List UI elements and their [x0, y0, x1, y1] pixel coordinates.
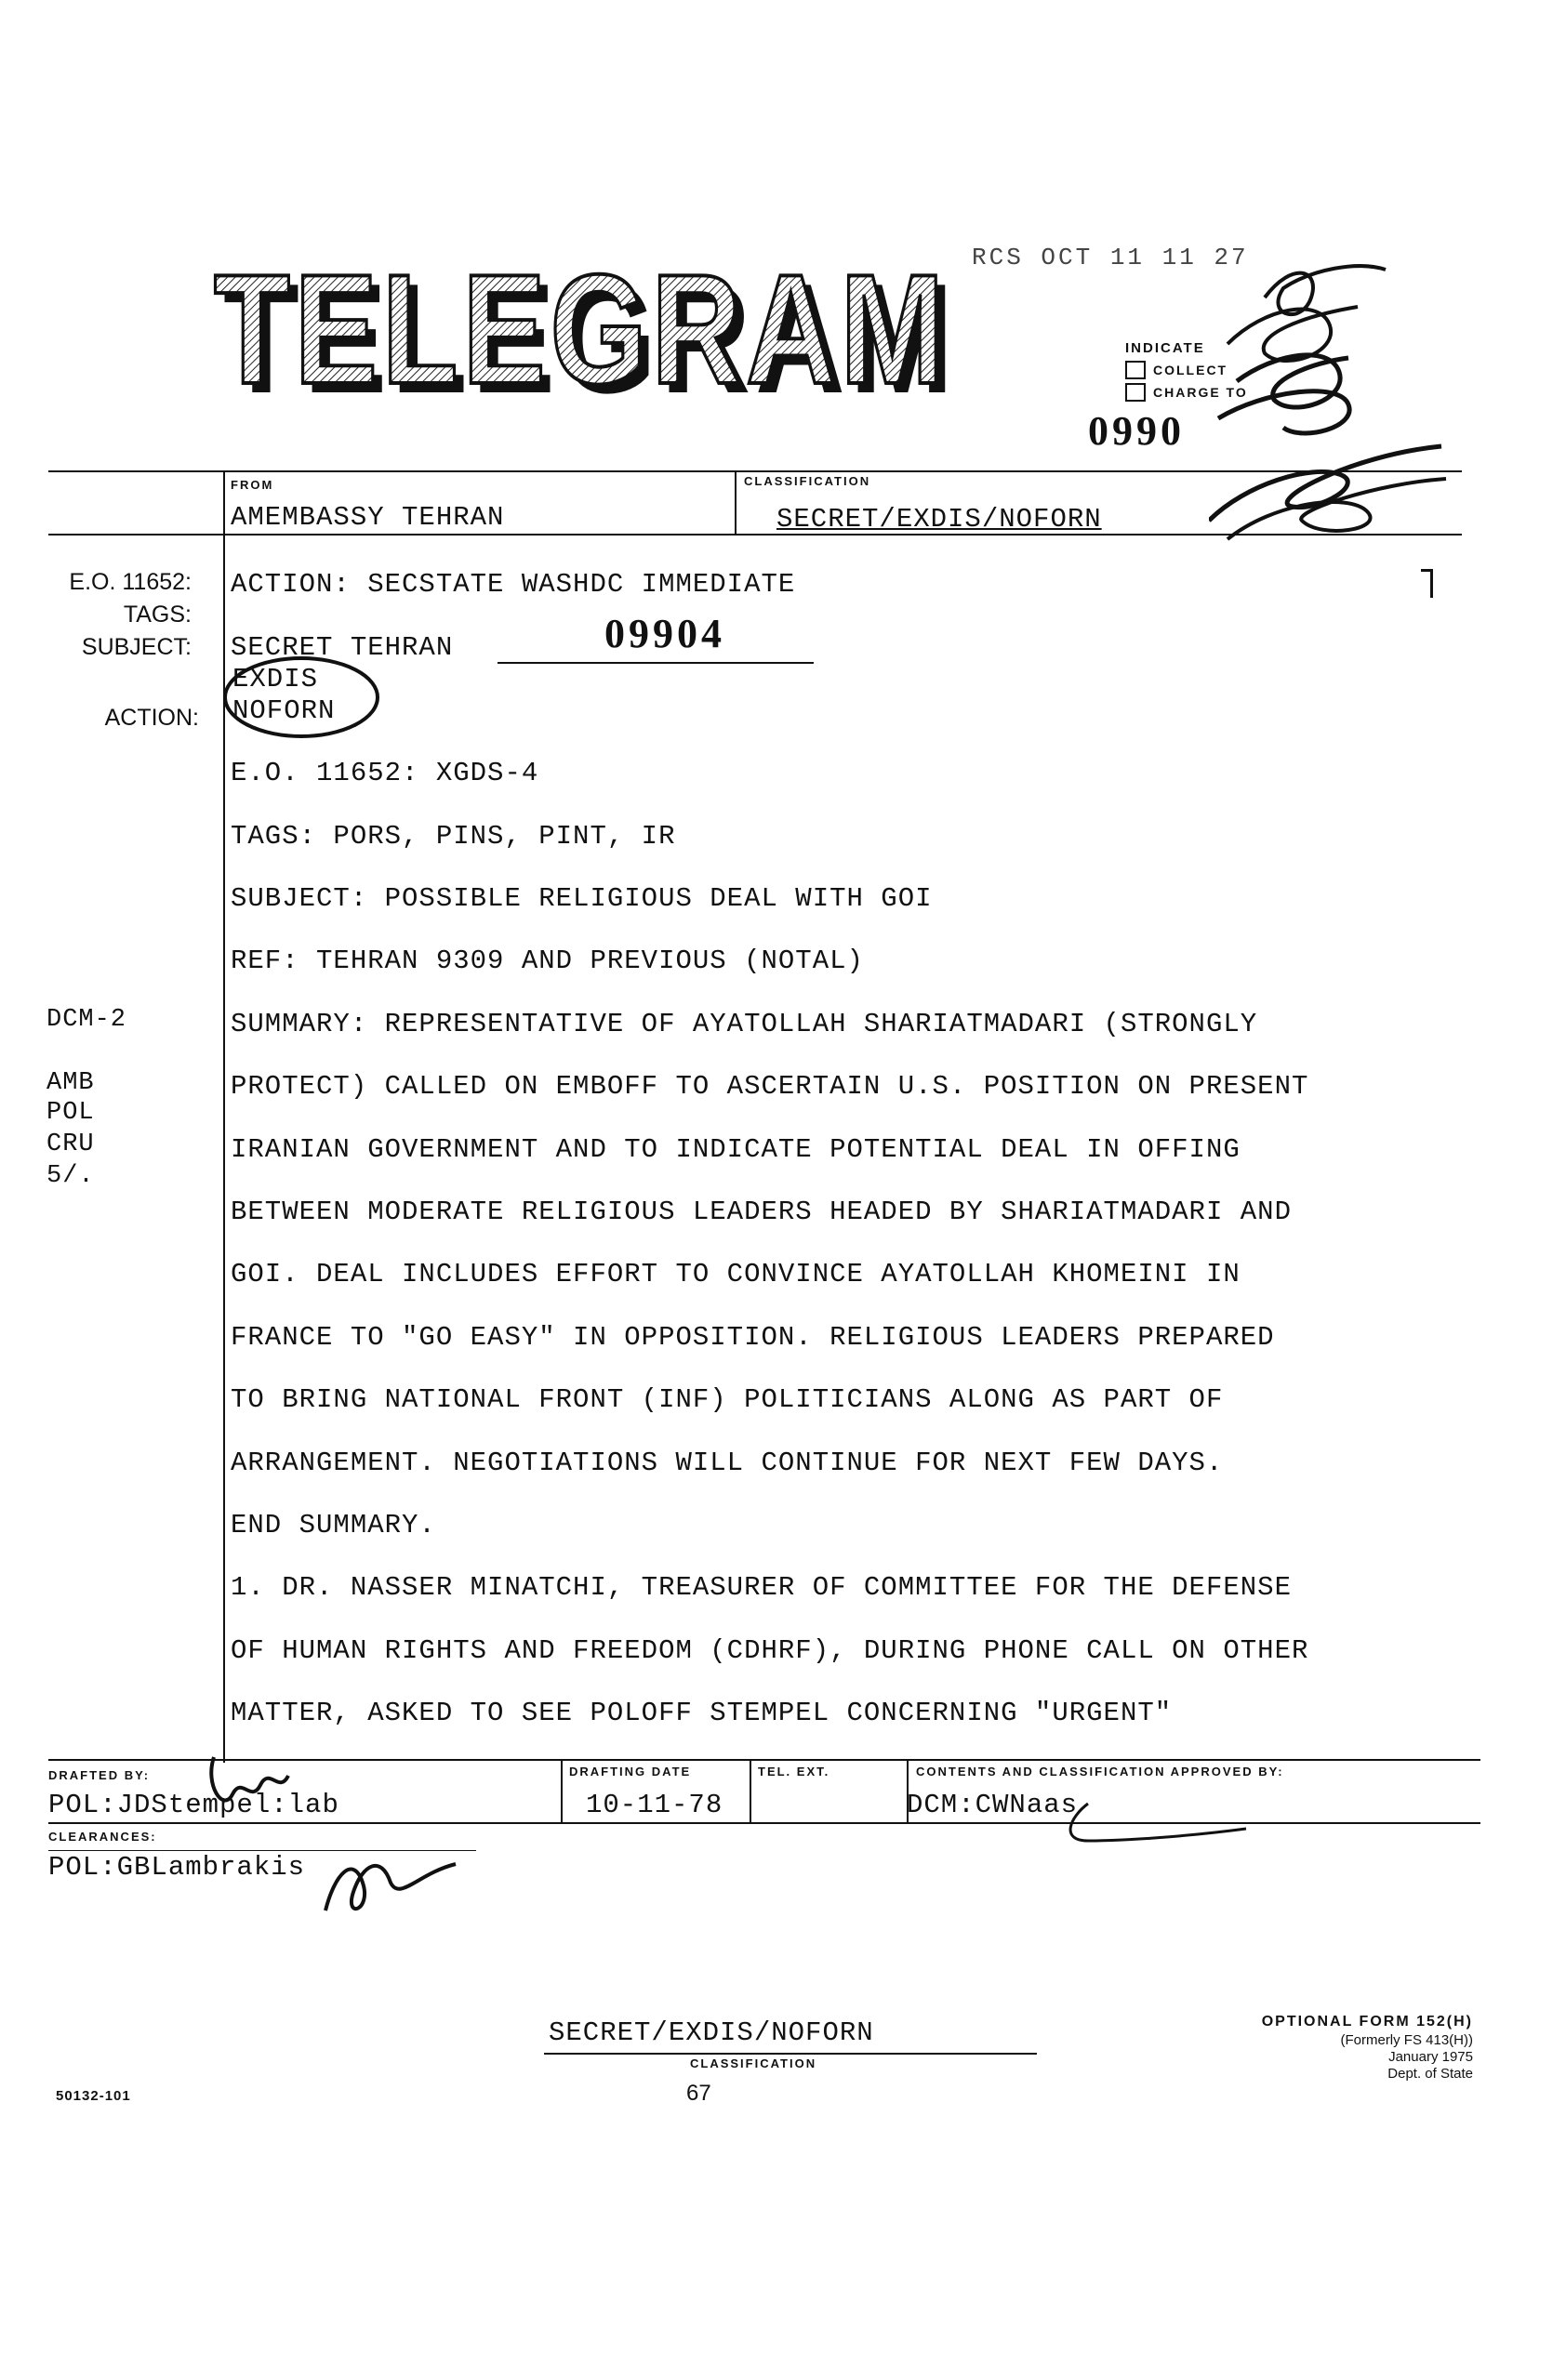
- footer-mid-rule: [48, 1822, 1480, 1824]
- margin-cru: CRU: [46, 1130, 95, 1158]
- from-value: AMEMBASSY TEHRAN: [231, 502, 505, 533]
- class-divider: [735, 470, 737, 536]
- optional-form-line-4: Dept. of State: [1387, 2066, 1473, 2082]
- receipt-stamp: RCS OCT 11 11 27: [972, 244, 1249, 271]
- telegram-logo-shadow: TELEGRAM: [223, 260, 958, 409]
- drafted-by-value: POL:JDStempel:lab: [48, 1790, 339, 1820]
- form-number: 50132-101: [56, 2088, 131, 2104]
- secret-tehran: SECRET TEHRAN: [231, 632, 454, 663]
- body-line: PROTECT) CALLED ON EMBOFF TO ASCERTAIN U.S. POSITION ON PRESENT: [231, 1071, 1309, 1102]
- approved-by-label: CONTENTS AND CLASSIFICATION APPROVED BY:: [916, 1765, 1284, 1778]
- drafting-date-label: DRAFTING DATE: [569, 1765, 692, 1778]
- header-rule: [48, 470, 1462, 472]
- collect-checkbox[interactable]: [1125, 361, 1146, 379]
- telegram-logo-graphic: [212, 260, 975, 409]
- body-line: IRANIAN GOVERNMENT AND TO INDICATE POTENTIAL DEAL IN OFFING: [231, 1134, 1241, 1165]
- classification-label: CLASSIFICATION: [744, 474, 871, 488]
- drafting-date-value: 10-11-78: [586, 1790, 723, 1820]
- message-number-rule: [498, 662, 814, 664]
- from-rule: [48, 534, 1462, 536]
- margin-action: ACTION:: [104, 705, 199, 731]
- margin-subject: SUBJECT:: [81, 634, 192, 660]
- bottom-classification: SECRET/EXDIS/NOFORN: [549, 2017, 874, 2048]
- body-line-ref: REF: TEHRAN 9309 AND PREVIOUS (NOTAL): [231, 945, 864, 976]
- bracket-mark: [1421, 569, 1433, 598]
- margin-count: 5/.: [46, 1162, 95, 1190]
- page-number: 67: [686, 2081, 711, 2106]
- body-line: 1. DR. NASSER MINATCHI, TREASURER OF COMMITTEE FOR THE DEFENSE: [231, 1572, 1292, 1603]
- body-line: ARRANGEMENT. NEGOTIATIONS WILL CONTINUE FOR NEXT FEW DAYS.: [231, 1448, 1224, 1478]
- optional-form-line-3: January 1975: [1388, 2049, 1473, 2065]
- collect-label: COLLECT: [1153, 363, 1228, 377]
- body-line: FRANCE TO "GO EASY" IN OPPOSITION. RELIGIOUS LEADERS PREPARED: [231, 1322, 1275, 1353]
- control-number: 0990: [1088, 408, 1185, 454]
- bottom-classification-label: CLASSIFICATION: [690, 2056, 817, 2070]
- clearance-signature: [316, 1836, 465, 1929]
- telegram-logo-text: TELEGRAM: [214, 260, 949, 409]
- caption-noforn: NOFORN: [232, 695, 336, 726]
- optional-form-line-2: (Formerly FS 413(H)): [1340, 2032, 1473, 2048]
- clearances-value: POL:GBLambrakis: [48, 1852, 306, 1883]
- margin-dcm: DCM-2: [46, 1006, 127, 1034]
- body-line-eo: E.O. 11652: XGDS-4: [231, 758, 539, 788]
- tel-ext-label: TEL. EXT.: [758, 1765, 830, 1778]
- caption-circle: [219, 651, 387, 744]
- body-line: END SUMMARY.: [231, 1510, 436, 1540]
- charge-label: CHARGE TO: [1153, 385, 1248, 400]
- margin-tags: TAGS:: [123, 602, 192, 628]
- body-line: OF HUMAN RIGHTS AND FREEDOM (CDHRF), DURING PHONE CALL ON OTHER: [231, 1635, 1309, 1666]
- margin-amb: AMB: [46, 1069, 95, 1097]
- from-label: FROM: [231, 478, 274, 492]
- body-line: MATTER, ASKED TO SEE POLOFF STEMPEL CONCERNING "URGENT": [231, 1698, 1173, 1728]
- handwritten-initials: [1209, 242, 1451, 549]
- body-line: SUMMARY: REPRESENTATIVE OF AYATOLLAH SHARIATMADARI (STRONGLY: [231, 1009, 1258, 1039]
- indicate-label: INDICATE: [1125, 340, 1205, 356]
- body-line-tags: TAGS: PORS, PINS, PINT, IR: [231, 821, 676, 852]
- action-line: ACTION: SECSTATE WASHDC IMMEDIATE: [231, 569, 796, 600]
- approver-signature: [1051, 1799, 1255, 1855]
- approved-by-value: DCM:CWNaas: [907, 1790, 1079, 1820]
- optional-form-line-1: OPTIONAL FORM 152(H): [1261, 2014, 1473, 2030]
- drafted-by-label: DRAFTED BY:: [48, 1768, 151, 1782]
- telegram-logo: [212, 260, 975, 409]
- body-line-subject: SUBJECT: POSSIBLE RELIGIOUS DEAL WITH GOI: [231, 883, 933, 914]
- classification-value: SECRET/EXDIS/NOFORN: [776, 504, 1102, 535]
- margin-pol: POL: [46, 1099, 95, 1127]
- caption-exdis: EXDIS: [232, 664, 319, 694]
- clearances-label: CLEARANCES:: [48, 1830, 157, 1844]
- charge-checkbox[interactable]: [1125, 383, 1146, 402]
- drafter-initials: [195, 1748, 325, 1822]
- footer-divider-2: [750, 1759, 751, 1822]
- bottom-classification-rule: [544, 2053, 1037, 2055]
- body-line: GOI. DEAL INCLUDES EFFORT TO CONVINCE AYATOLLAH KHOMEINI IN: [231, 1259, 1241, 1289]
- footer-divider-1: [561, 1759, 563, 1822]
- body-line: TO BRING NATIONAL FRONT (INF) POLITICIANS ALONG AS PART OF: [231, 1384, 1224, 1415]
- body-line: BETWEEN MODERATE RELIGIOUS LEADERS HEADED BY SHARIATMADARI AND: [231, 1197, 1292, 1227]
- margin-eo: E.O. 11652:: [69, 569, 192, 595]
- message-number: 09904: [604, 611, 725, 656]
